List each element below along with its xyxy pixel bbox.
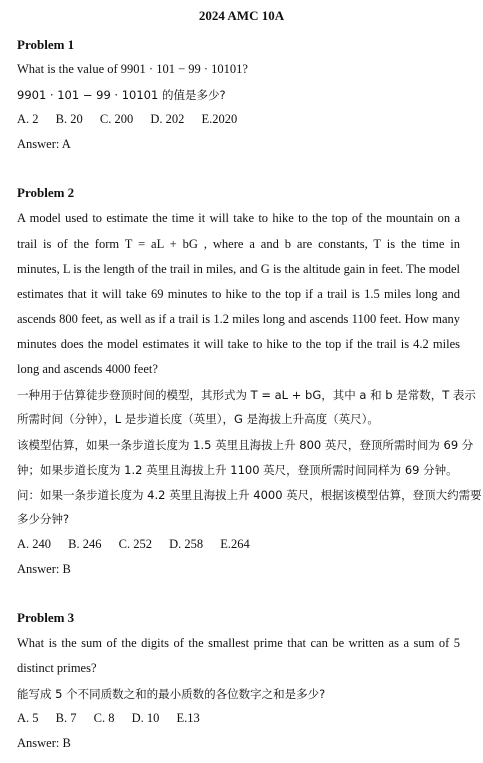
problem-2-en-line: ascends 800 feet, as well as if a trail is 1.2 miles long and ascends 1100 feet. How many xyxy=(17,312,460,326)
option-e: E.13 xyxy=(176,711,200,725)
problem-2-en-line: estimates that it will take 69 minutes to hike to the top if a trail is 1.5 miles long and xyxy=(17,287,460,301)
problem-1-answer: Answer: A xyxy=(17,137,71,151)
option-d: D. 258 xyxy=(169,537,204,551)
problem-2-cn-line: 问：如果一条步道长度为 4.2 英里且海拔上升 4000 英尺，根据该模型估算，登顶大约需要 xyxy=(17,488,482,502)
problem-1-options xyxy=(17,112,251,127)
problem-2-options xyxy=(17,537,264,552)
option-a: A. 5 xyxy=(17,711,39,725)
problem-2-cn-line: 多少分钟? xyxy=(17,512,70,526)
problem-2-en-line: trail is of the form T = aL + bG , where a and b are constants, T is the time in xyxy=(17,237,460,251)
option-a: A. 240 xyxy=(17,537,52,551)
problem-1-heading: Problem 1 xyxy=(17,37,75,52)
problem-3-answer: Answer: B xyxy=(17,736,71,750)
option-b: B. 246 xyxy=(68,537,102,551)
problem-2-cn-line: 一种用于估算徒步登顶时间的模型，其形式为 T = aL + bG，其中 a 和 b 是常数，T 表示 xyxy=(17,388,476,402)
problem-2-en-line: minutes, L is the length of the trail in miles, and G is the altitude gain in feet. The model xyxy=(17,262,460,276)
problem-2-cn-line: 该模型估算，如果一条步道长度为 1.5 英里且海拔上升 800 英尺，登顶所需时间为 69 分 xyxy=(17,438,474,452)
problem-3-options xyxy=(17,711,214,726)
option-e: E.264 xyxy=(220,537,250,551)
problem-2-en-line: A model used to estimate the time it will take to hike to the top of the mountain on a xyxy=(17,211,460,225)
option-b: B. 7 xyxy=(55,711,77,725)
option-a: A. 2 xyxy=(17,112,39,126)
problem-2-en-line: long and ascends 4000 feet? xyxy=(17,362,158,376)
problem-2-en-line: minutes does the model estimates it will take to hike to the top if the trail is 4.2 miles xyxy=(17,337,460,351)
option-c: C. 200 xyxy=(99,112,134,126)
problem-1-question-en: What is the value of 9901 · 101 − 99 · 10101? xyxy=(17,62,248,76)
option-d: D. 202 xyxy=(150,112,185,126)
problem-2-cn-line: 钟；如果步道长度为 1.2 英里且海拔上升 1100 英尺，登顶所需时间同样为 69 分钟。 xyxy=(17,463,458,477)
problem-2-heading: Problem 2 xyxy=(17,185,75,200)
document-title: 2024 AMC 10A xyxy=(198,8,285,23)
option-b: B. 20 xyxy=(55,112,83,126)
problem-3-question-cn: 能写成 5 个不同质数之和的最小质数的各位数字之和是多少? xyxy=(17,687,326,701)
problem-1-question-cn: 9901 · 101 − 99 · 10101 的值是多少? xyxy=(17,88,226,102)
problem-2-answer: Answer: B xyxy=(17,562,71,576)
option-d: D. 10 xyxy=(131,711,160,725)
problem-3-heading: Problem 3 xyxy=(17,610,75,625)
option-e: E.2020 xyxy=(201,112,238,126)
problem-3-en-line: What is the sum of the digits of the smallest prime that can be written as a sum of 5 xyxy=(17,636,460,650)
option-c: C. 252 xyxy=(118,537,152,551)
problem-2-cn-line: 所需时间（分钟），L 是步道长度（英里），G 是海拔上升高度（英尺）。 xyxy=(17,412,379,426)
option-c: C. 8 xyxy=(93,711,115,725)
problem-3-en-line: distinct primes? xyxy=(17,661,97,675)
